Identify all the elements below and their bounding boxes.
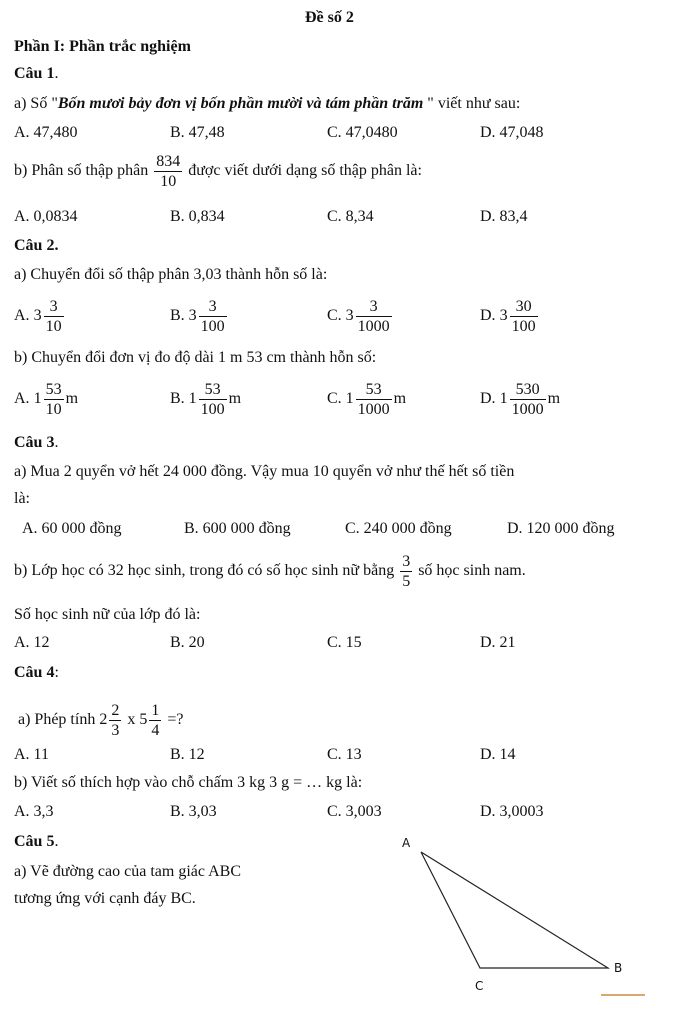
option-letter: A. — [14, 307, 30, 325]
q1a-post: " viết như sau: — [423, 95, 521, 112]
mixed-whole: 3 — [499, 307, 508, 325]
q4a-option-b[interactable]: B. 12 — [170, 746, 205, 763]
mixed-whole: 1 — [188, 390, 197, 408]
q5a-line2: tương ứng với cạnh đáy BC. — [14, 890, 196, 907]
frac-den: 100 — [511, 318, 536, 335]
frac-den: 1000 — [357, 401, 390, 418]
frac-num: 53 — [356, 380, 392, 400]
q4a-option-d[interactable]: D. 14 — [480, 746, 516, 763]
q4a-option-c[interactable]: C. 13 — [327, 746, 362, 763]
q1a-pre: a) Số " — [14, 95, 58, 112]
q1a-option-c[interactable]: C. 47,0480 — [327, 124, 398, 141]
q1a-option-b[interactable]: B. 47,48 — [170, 124, 225, 141]
q3a-option-b[interactable]: B. 600 000 đồng — [184, 520, 291, 537]
q3b-option-a[interactable]: A. 12 — [14, 634, 50, 651]
question-4-heading: Câu 4: — [14, 664, 59, 681]
frac-num: 53 — [45, 381, 62, 398]
frac-num: 2 — [111, 702, 120, 719]
frac-den: 3 — [111, 722, 120, 739]
mixed-whole: 1 — [33, 390, 42, 408]
frac-den: 1000 — [511, 401, 544, 418]
q4a-pre: a) Phép tính — [18, 711, 96, 729]
q3a-option-a[interactable]: A. 60 000 đồng — [22, 520, 122, 537]
page-title: Đề số 2 — [305, 9, 354, 26]
option-letter: B. — [170, 307, 185, 325]
q4b-option-c[interactable]: C. 3,003 — [327, 803, 382, 820]
q3b-post: số học sinh nam. — [418, 562, 526, 580]
part-heading: Phần I: Phần trắc nghiệm — [14, 38, 191, 55]
frac-den: 4 — [151, 722, 160, 739]
q1a-bold: Bốn mươi bảy đơn vị bốn phần mười và tám phần trăm — [57, 95, 424, 112]
mixed-whole: 3 — [188, 307, 197, 325]
mixed-whole: 3 — [33, 307, 42, 325]
option-letter: B. — [170, 390, 185, 408]
q3a-line2: là: — [14, 490, 30, 507]
q4b-prompt: b) Viết số thích hợp vào chỗ chấm 3 kg 3 g = … kg là: — [14, 774, 363, 791]
q1b-num: 834 — [156, 153, 181, 170]
option-letter: C. — [327, 307, 342, 325]
frac-num: 30 — [510, 297, 538, 317]
q3b-line2: Số học sinh nữ của lớp đó là: — [14, 606, 201, 623]
frac-den: 100 — [200, 401, 225, 418]
q4a-whole1: 2 — [99, 711, 108, 729]
question-3-heading: Câu 3. — [14, 434, 59, 451]
q1a-option-d[interactable]: D. 47,048 — [480, 124, 544, 141]
q3b-option-c[interactable]: C. 15 — [327, 634, 362, 651]
mixed-whole: 3 — [345, 307, 354, 325]
frac-den: 10 — [45, 318, 62, 335]
q3a-option-d[interactable]: D. 120 000 đồng — [507, 520, 615, 537]
question-1-label: Câu 1 — [14, 65, 55, 82]
q4b-option-d[interactable]: D. 3,0003 — [480, 803, 544, 820]
question-2-label: Câu 2. — [14, 237, 59, 254]
q4a-whole2: 5 — [139, 711, 148, 729]
q2b-prompt: b) Chuyển đổi đơn vị đo độ dài 1 m 53 cm thành hỗn số: — [14, 349, 377, 366]
q3b-option-b[interactable]: B. 20 — [170, 634, 205, 651]
mixed-whole: 1 — [345, 390, 354, 408]
unit: m — [547, 390, 561, 408]
frac-num: 3 — [199, 297, 227, 317]
unit: m — [228, 390, 242, 408]
question-5-label: Câu 5 — [14, 833, 55, 850]
q1a-option-a[interactable]: A. 47,480 — [14, 124, 78, 141]
q1b-pre: b) Phân số thập phân — [14, 162, 149, 180]
q3a-option-c[interactable]: C. 240 000 đồng — [345, 520, 452, 537]
vertex-c-label: C — [475, 979, 484, 993]
unit: m — [65, 390, 79, 408]
q4a-post: =? — [167, 711, 184, 729]
q4b-option-b[interactable]: B. 3,03 — [170, 803, 217, 820]
frac-den: 1000 — [357, 318, 390, 335]
frac-den: 10 — [45, 401, 62, 418]
frac-num: 1 — [151, 702, 160, 719]
q1b-option-b[interactable]: B. 0,834 — [170, 208, 225, 225]
frac-num: 3 — [356, 297, 392, 317]
vertex-b-label: B — [614, 961, 623, 975]
q3a-line1: a) Mua 2 quyển vở hết 24 000 đồng. Vậy mua 10 quyển vở như thế hết số tiền — [14, 463, 515, 480]
question-4-label: Câu 4 — [14, 664, 55, 681]
question-5-heading: Câu 5. — [14, 833, 59, 850]
q4b-option-a[interactable]: A. 3,3 — [14, 803, 54, 820]
option-letter: D. — [480, 307, 496, 325]
q1b-option-c[interactable]: C. 8,34 — [327, 208, 374, 225]
q4a-option-a[interactable]: A. 11 — [14, 746, 49, 763]
q5a-line1: a) Vẽ đường cao của tam giác ABC — [14, 863, 241, 880]
vertex-a-label: A — [402, 836, 411, 850]
option-letter: D. — [480, 390, 496, 408]
q4a-operator: x — [127, 711, 136, 729]
q2a-prompt: a) Chuyển đổi số thập phân 3,03 thành hỗn số là: — [14, 266, 328, 283]
q3b-num: 3 — [402, 553, 411, 570]
q3b-pre: b) Lớp học có 32 học sinh, trong đó có số học sinh nữ bằng — [14, 562, 395, 580]
option-letter: C. — [327, 390, 342, 408]
triangle-abc — [421, 852, 608, 968]
question-3-label: Câu 3 — [14, 434, 55, 451]
q1b-den: 10 — [160, 173, 177, 190]
question-1-heading: Câu 1. — [14, 65, 59, 82]
q3b-option-d[interactable]: D. 21 — [480, 634, 516, 651]
option-letter: A. — [14, 390, 30, 408]
frac-num: 53 — [199, 380, 227, 400]
q1b-post: được viết dưới dạng số thập phân là: — [188, 162, 422, 180]
frac-den: 100 — [200, 318, 225, 335]
q3b-den: 5 — [402, 573, 411, 590]
frac-num: 530 — [510, 380, 546, 400]
q1b-option-a[interactable]: A. 0,0834 — [14, 208, 78, 225]
q1b-option-d[interactable]: D. 83,4 — [480, 208, 528, 225]
unit: m — [393, 390, 407, 408]
mixed-whole: 1 — [499, 390, 508, 408]
frac-num: 3 — [44, 297, 64, 317]
